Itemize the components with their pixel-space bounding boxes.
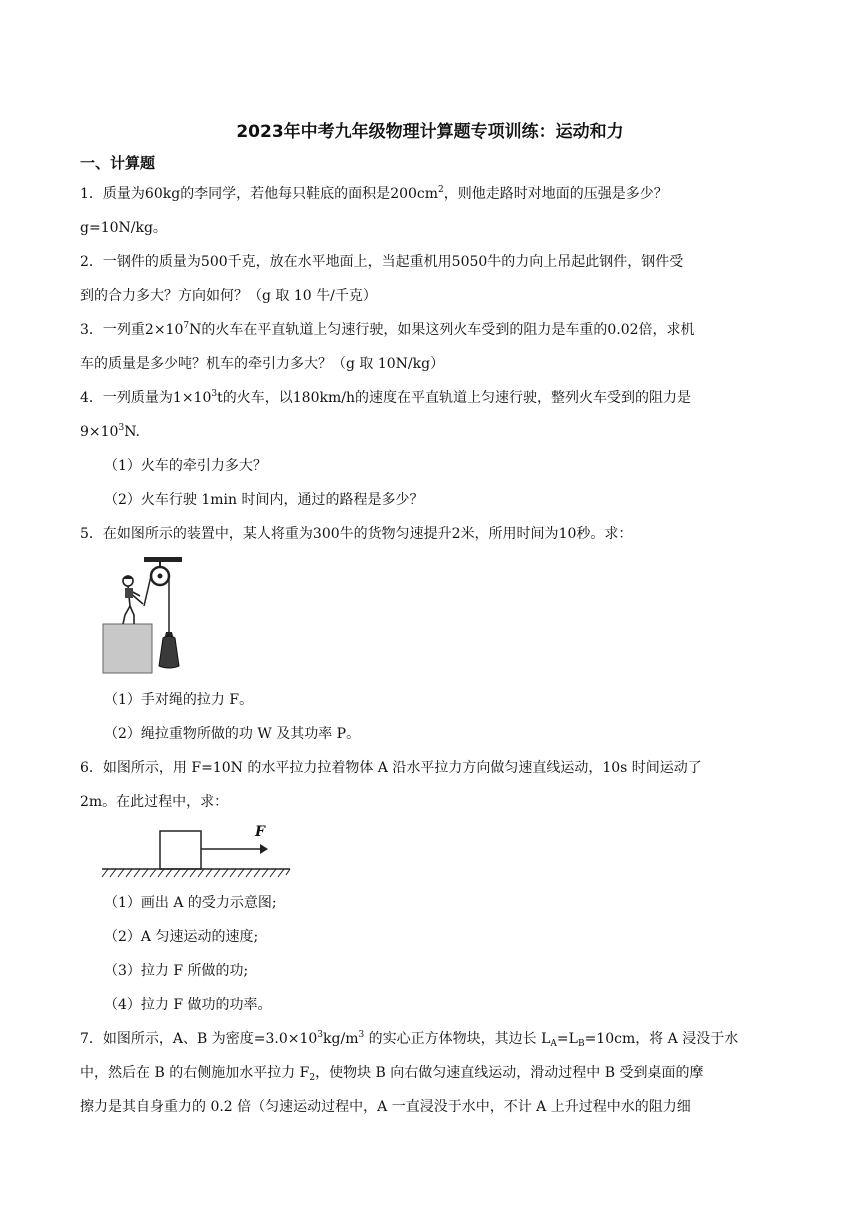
pulley-figure bbox=[100, 554, 196, 676]
force-label: F bbox=[255, 824, 265, 840]
platform-block bbox=[103, 624, 152, 673]
question-3-line-1: 3．一列重$2\times 10^7N$的火车在平直轨道上匀速行驶，如果这列火车受到的阻力是车重的0.02倍，求机 bbox=[80, 321, 695, 338]
ceiling-beam bbox=[144, 557, 182, 562]
question-1-line-1: 1．质量为60kg的李同学，若他每只鞋底的面积是$200cm^2$，则他走路时对地面的压强是多少？ bbox=[80, 185, 668, 202]
question-6-sub-4: （4）拉力 F 做功的功率。 bbox=[104, 997, 272, 1013]
question-7-line-2: 中，然后在 B 的右侧施加水平拉力 $F_2$，使物块 B 向右做匀速直线运动，滑动过程中 B 受到桌面的摩 bbox=[80, 1065, 704, 1083]
question-1-line-2: g=10N/kg。 bbox=[80, 220, 167, 236]
question-5-sub-2: （2）绳拉重物所做的功 W 及其功率 P。 bbox=[104, 726, 361, 742]
question-4-sub-1: （1）火车的牵引力多大？ bbox=[104, 458, 267, 474]
question-2-line-1: 2．一钢件的质量为500千克，放在水平地面上，当起重机用5050牛的力向上吊起此钢件，钢件受 bbox=[80, 254, 684, 270]
question-2-line-2: 到的合力多大？方向如何？（g 取 10 牛/千克） bbox=[80, 288, 377, 304]
question-4-line-1: 4．一列质量为$1\times 10^3t$的火车，以180km/h的速度在平直轨道上匀速行驶，整列火车受到的阻力是 bbox=[80, 389, 691, 406]
question-4-line-2: $9\times 10^3N$. bbox=[80, 423, 140, 440]
question-5-line-1: 5．在如图所示的装置中，某人将重为300牛的货物匀速提升2米，所用时间为10秒。求： bbox=[80, 526, 633, 542]
question-6-line-1: 6．如图所示，用 F=10N 的水平拉力拉着物体 A 沿水平拉力方向做匀速直线运动，10s 时间运动了 bbox=[80, 760, 702, 776]
question-6-sub-1: （1）画出 A 的受力示意图; bbox=[104, 895, 277, 911]
question-7-line-3: 擦力是其自身重力的 0.2 倍（匀速运动过程中，A 一直浸没于水中，不计 A 上升过程中水的阻力细 bbox=[80, 1099, 691, 1115]
person-icon bbox=[123, 576, 143, 624]
question-5-sub-1: （1）手对绳的拉力 F。 bbox=[104, 692, 254, 708]
question-6-sub-3: （3）拉力 F 所做的功; bbox=[104, 963, 249, 979]
section-heading: 一、计算题 bbox=[80, 154, 156, 172]
rope-left bbox=[144, 576, 151, 606]
block-a bbox=[160, 831, 201, 869]
question-6-line-2: 2m。在此过程中，求： bbox=[80, 794, 229, 810]
question-4-sub-2: （2）火车行驶 1min 时间内，通过的路程是多少？ bbox=[104, 492, 424, 508]
question-3-line-2: 车的质量是多少吨？机车的牵引力多大？（g 取 10N/kg） bbox=[80, 356, 445, 372]
page-title: 2023年中考九年级物理计算题专项训练：运动和力 bbox=[236, 122, 624, 142]
arrow-head-icon bbox=[260, 844, 268, 854]
question-7-line-1: 7．如图所示，A、B 为密度$=3.0\times 10^3kg/m^3$ 的实心正方体物块，其边长 $L_A=L_B=10cm$，将 A 浸没于水 bbox=[80, 1030, 739, 1049]
question-6-sub-2: （2）A 匀速运动的速度; bbox=[104, 929, 259, 945]
ground-hatch bbox=[102, 869, 290, 877]
block-force-figure bbox=[100, 820, 300, 882]
weight-icon bbox=[159, 626, 179, 668]
